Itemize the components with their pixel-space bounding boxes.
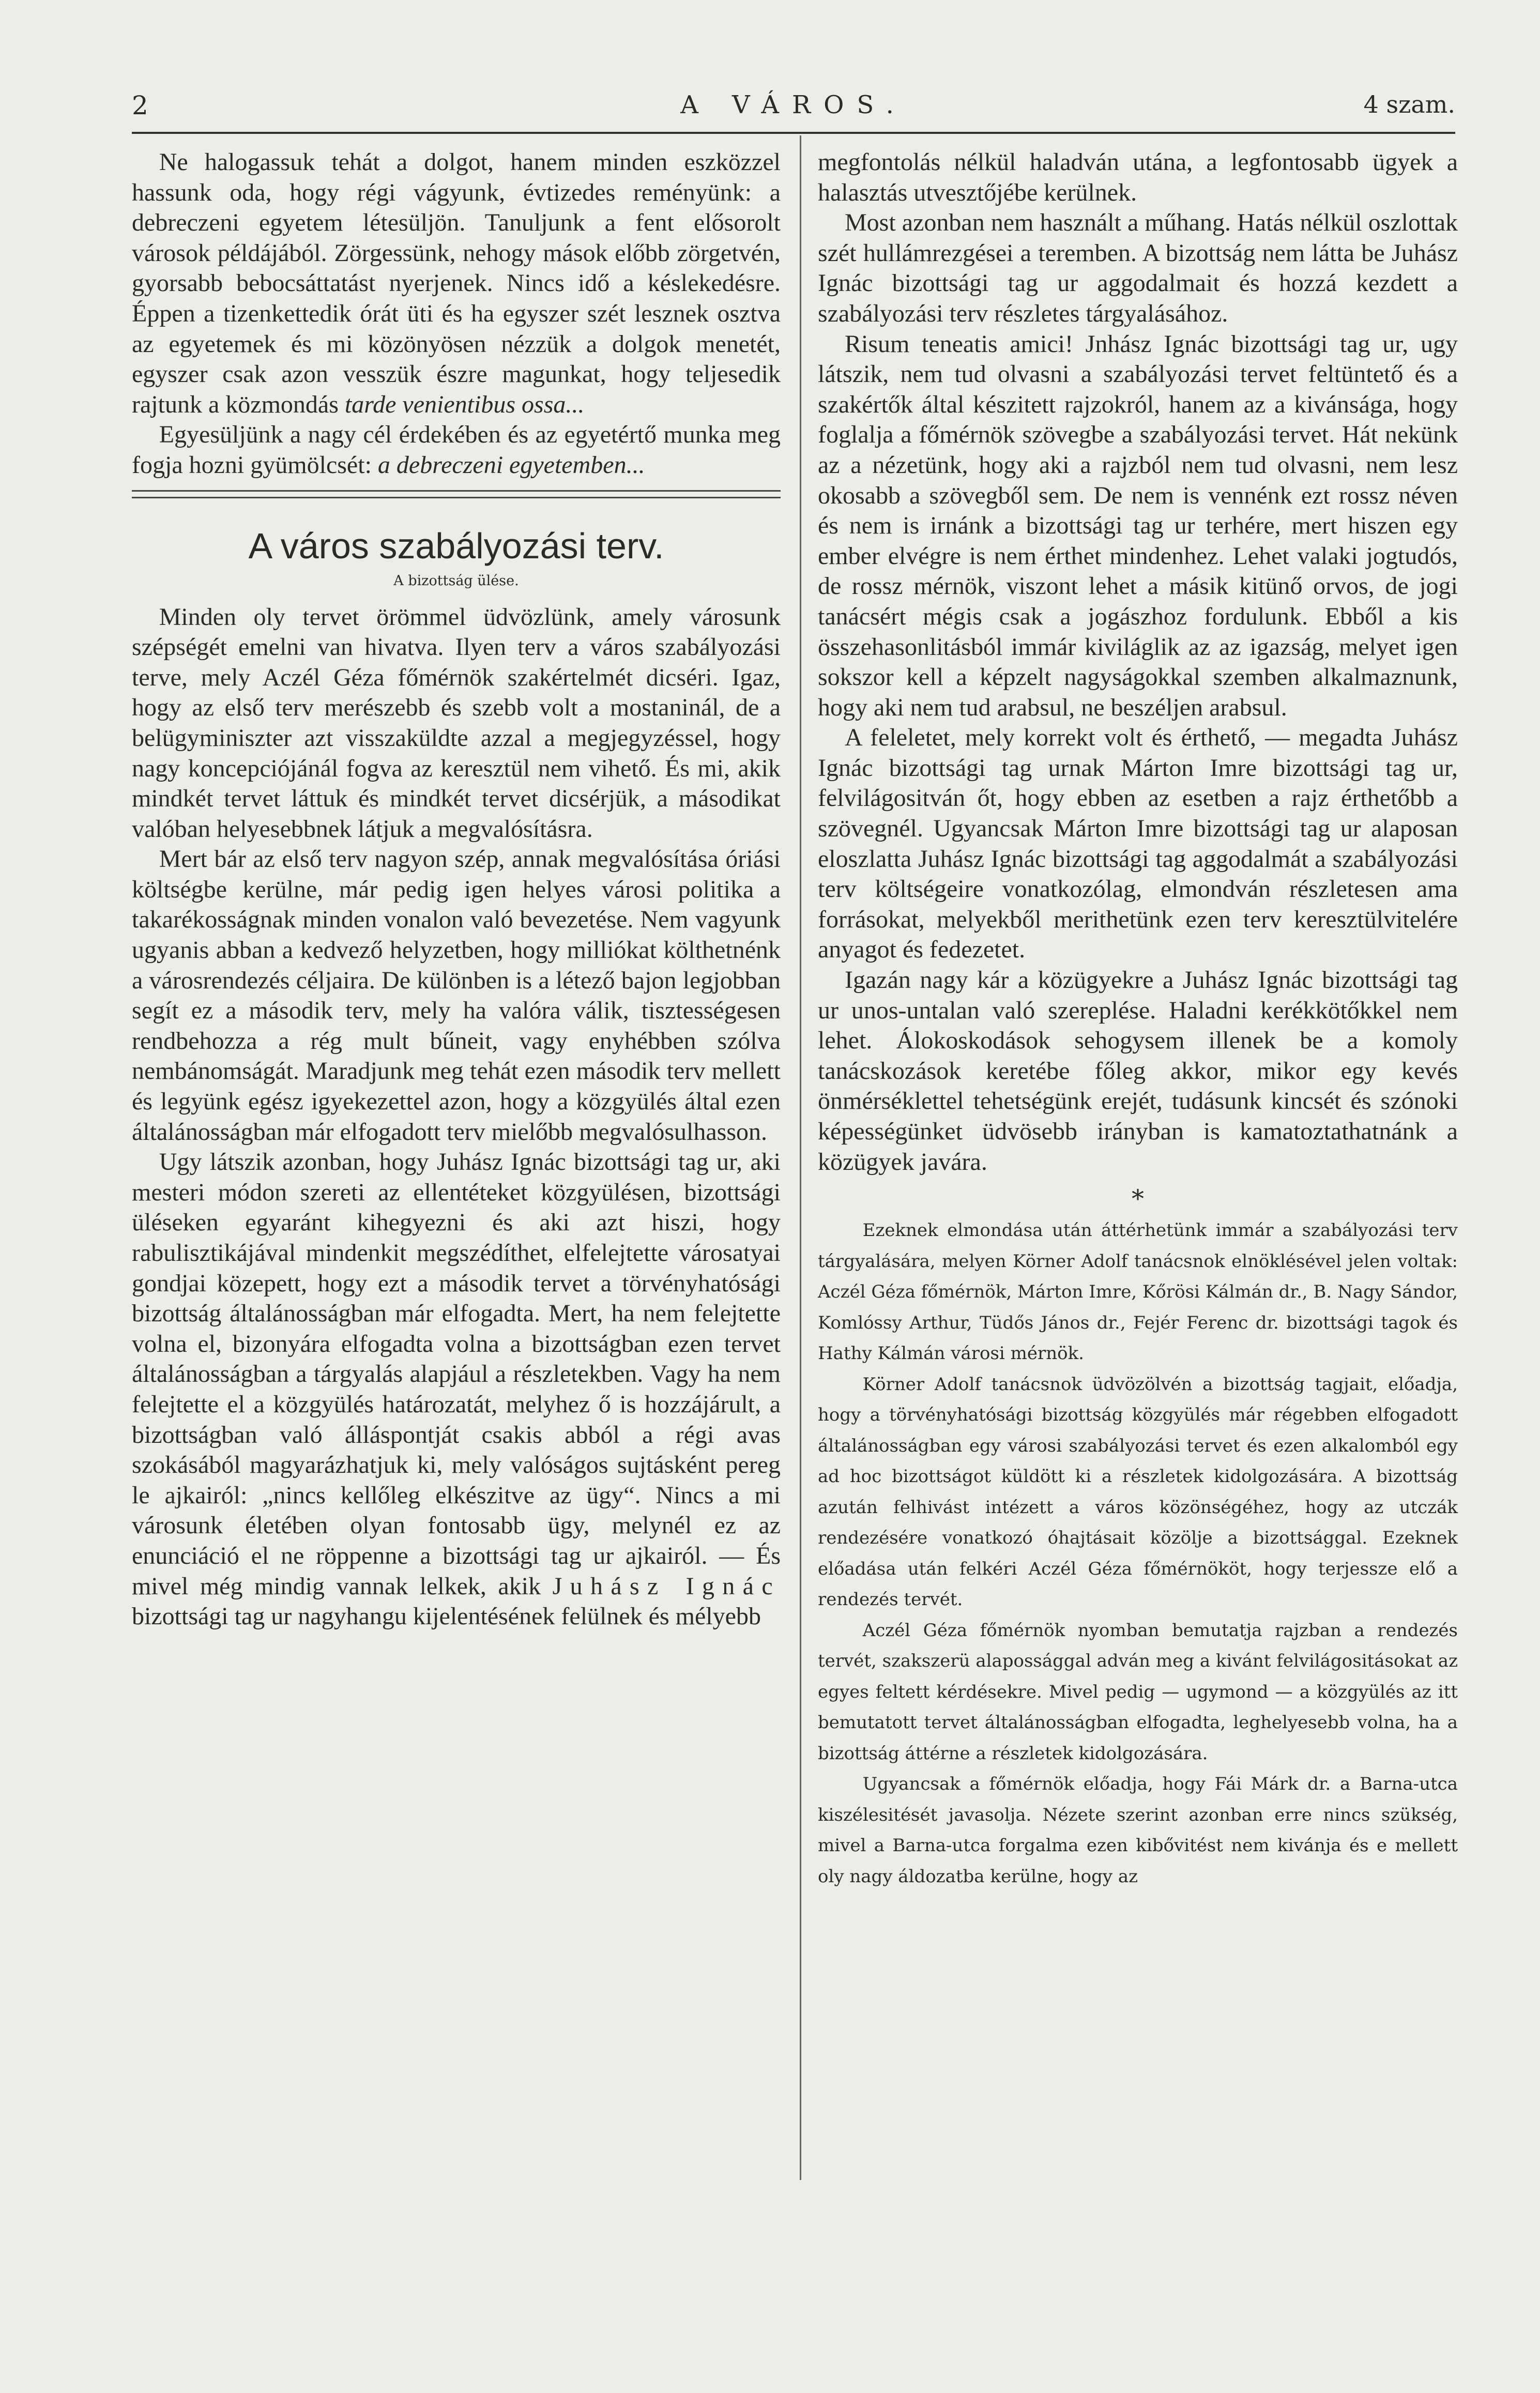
unite-paragraph — [132, 420, 781, 480]
right-body — [818, 147, 1458, 1177]
latin-phrase: tarde venientibus ossa... — [344, 390, 585, 418]
intro-paragraph — [132, 147, 781, 420]
article-paragraph: A feleletet, mely korrekt volt és érthető, — megadta Juhász Ignác bizottsági tag urnak Márton Imre bizottsági tag ur, felvilágositván őt, hogy ebben az esetben a rajz érthetőbb a szövegnél. Ugyancsak Márton Imre bizottsági tag ur alaposan eloszlatta Juhász Ignác bizottsági tag aggodalmát a szabályozási terv költségeire vonatkozólag, elmondván részletesen ama forrásokat, melyekből merithetünk ezen terv keresztülvitelére anyagot és fedezetet. — [818, 724, 1458, 964]
article-paragraph: Igazán nagy kár a közügyekre a Juhász Ignác bizottsági tag ur unos-untalan való szereplése. Haladni kerékkötőkkel nem lehet. Álokoskodások sehogysem illenek be a komoly tanácskozások keretébe főleg akkor, mikor egy kevés önmérséklettel tehetségünk erejét, tudásunk kincsét és szónoki képességünket üdvösebb irányban is kamatoztathatnánk a közügyek javára. — [818, 966, 1458, 1176]
report-paragraph: Körner Adolf tanácsnok üdvözölvén a bizottság tagjait, előadja, hogy a törvényhatósági bizottság közgyülés már régebben elfogadott általánosságban egy városi szabályozási tervet és ezen alkalomból egy ad hoc bizottságot küldött ki a részletek kidolgozására. A bizottság azután felhivást intézett a város közönségéhez, hogy az utczák rendezésére vonatkozó óhajtásait közölje a bizottsággal. Ezeknek előadása után felkéri Aczél Géza főmérnököt, hogy terjessze elő a rendezés tervét. — [818, 1374, 1458, 1610]
intro-text: Ne halogassuk tehát a dolgot, hanem minden eszközzel hassunk oda, hogy régi vágyunk, évtizedes reményünk: a debreczeni egyetem létesüljön. Tanuljunk a fent elősorolt városok példájából. Zörgessünk, nehogy mások előbb zörgetvén, gyorsabb bebocsáttatást nyerjenek. Nincs idő a késlekedésre. Éppen a tizenkettedik órát üti és ha egyszer szét lesznek osztva az egyetemek és mi közönyösen nézzük a dolgok menetét, egyszer csak azon vesszük észre magunkat, hogy teljesedik rajtunk a közmondás — [132, 148, 781, 418]
article-paragraph: Risum teneatis amici! Jnhász Ignác bizottsági tag ur, ugy látszik, nem tud olvasni a szabályozási tervet feltüntető és a szakértők által készitett rajzokról, hanem az a kivánsága, hogy foglalja a főmérnök szövegbe a szabályozási tervet. Hát nekünk az a nézetünk, hogy aki a rajzból nem tud olvasni, nem lesz okosabb a szövegből sem. De nem is vennénk ezt rossz néven és nem is irnánk a bizottsági tag ur terhére, mert hiszen egy ember elvégre is nem érthet mindenhez. Lehet valaki jogtudós, de rossz mérnök, viszont lehet a másik kitünő orvos, de jogi tanácsért mégis csak a jogászhoz fordulunk. Ebből a kis összehasonlitásból immár kiviláglik az az igazság, melyet igen sokszor kell a képzelt nagyságokkal szemben alkalmaznunk, hogy aki nem tud arabsul, ne beszéljen arabsul. — [818, 330, 1458, 721]
column-divider — [800, 135, 801, 2180]
spaced-name: Juhász Ignác — [552, 1572, 781, 1600]
article-byline: A bizottság ülése. — [393, 572, 519, 589]
paragraph-text: bizottsági tag ur nagyhangu kijelentésének felülnek és mélyebb — [132, 1603, 761, 1630]
unite-text: Egyesüljünk a nagy cél érdekében és az egyetértő munka meg fogja hozni gyümölcsét: — [132, 421, 781, 479]
meeting-report — [818, 1215, 1458, 1892]
unite-italic: a debreczeni egyetemben... — [377, 451, 645, 479]
article-title: A város szabályozási terv. — [248, 525, 664, 566]
left-column — [132, 147, 781, 1632]
issue-number: 4 szam. — [1363, 90, 1455, 118]
page-header — [132, 90, 1455, 132]
report-paragraph: Ezeknek elmondása után áttérhetünk immár a szabályozási terv tárgyalására, melyen Körner Adolf tanácsnok elnöklésével jelen voltak: Aczél Géza főmérnök, Márton Imre, Kőrösi Kálmán dr., B. Nagy Sándor, Komlóssy Arthur, Tüdős János dr., Fejér Ferenc dr. bizottsági tagok és Hathy Kálmán városi mérnök. — [818, 1220, 1458, 1364]
right-column — [818, 147, 1458, 1892]
article-paragraph: Minden oly tervet örömmel üdvözlünk, amely városunk szépségét emelni van hivatva. Ilyen terv a város szabályozási terve, mely Aczél Géza főmérnök szakértelmét dicséri. Igaz, hogy az első terv merészebb és szebb volt a mostaninál, de a belügyminiszter azt visszaküldte azzal a megjegyzéssel, hogy nagy koncepciójánál fogva az keresztül nem vihető. És mi, akik mindkét tervet láttuk és mindkét tervet dicsérjük, a másodikat valóban helyesebbnek látjuk a megvalósításra. — [132, 603, 781, 843]
newspaper-title: A VÁROS. — [680, 90, 907, 119]
article-paragraph: megfontolás nélkül haladván utána, a legfontosabb ügyek a halasztás utvesztőjébe kerülnek. — [818, 148, 1458, 206]
section-double-rule — [132, 490, 781, 498]
header-rule — [132, 132, 1455, 134]
article-paragraph — [132, 1147, 781, 1632]
paragraph-text: Ugy látszik azonban, hogy Juhász Ignác bizottsági tag ur, aki mesteri módon szereti az ellentéteket közgyülésen, bizottsági üléseken egyaránt kihegyezni és aki azt hiszi, hogy rabulisztikájával mindenkit megszédíthet, elfelejtette városatyai gondjai közepett, hogy ezt a második tervet a törvényhatósági bizottság általánosságban már elfogadta. Mert, ha nem felejtette volna el, bizonyára elfogadta volna a bizottságban ezen tervet általánosságban a tárgyalás alapjául a részletekben. Vagy ha nem felejtette el a közgyülés határozatát, melyhez ő is hozzájárult, a bizottságban való álláspontját csakis abból a régi avas szokásából magyarázhatjuk ki, mely valóságos sujtásként pereg le ajkairól: „nincs kellőleg elkészitve az ügy“. Nincs a mi városunk életében olyan fontosabb ügy, melynél ez az enunciáció el ne röppenne a bizottsági tag ur ajkairól. — És mivel még mindig vannak lelkek, akik — [132, 1148, 781, 1600]
article-paragraph: Most azonban nem használt a műhang. Hatás nélkül oszlottak szét hullámrezgései a teremben. A bizottság nem látta be Juhász Ignác bizottsági tag ur aggodalmait és hozzá kezdett a szabályozási terv részletes tárgyalásához. — [818, 209, 1458, 327]
page-number: 2 — [132, 90, 148, 120]
section-separator: * — [1132, 1184, 1144, 1214]
report-paragraph: Ugyancsak a főmérnök előadja, hogy Fái Márk dr. a Barna-utca kiszélesitését javasolja. Nézete szerint azonban erre nincs szükség, mivel a Barna-utca forgalma ezen kibővitést nem kivánja és e mellett oly nagy áldozatba kerülne, hogy az — [818, 1774, 1458, 1887]
article-paragraph: Mert bár az első terv nagyon szép, annak megvalósítása óriási költségbe kerülne, már pedig igen helyes városi politika a takarékosságnak minden vonalon való bevezetése. Nem vagyunk ugyanis abban a kedvező helyzetben, hogy milliókat költhetnénk a városrendezés céljaira. De különben is a létező bajon legjobban segít ez a második terv, mely ha valóra válik, tisztességesen rendbehozza a rég mult bűneit, vagy enyhébben szólva nembánomságát. Maradjunk meg tehát ezen második terv mellett és legyünk egész igyekezettel azon, hogy a közgyülés által ezen általánosságban már elfogadott terv mielőbb megvalósulhasson. — [132, 845, 781, 1146]
report-paragraph: Aczél Géza főmérnök nyomban bemutatja rajzban a rendezés tervét, szakszerü alapossággal adván meg a kivánt felvilágositásokat az egyes feltett kérdésekre. Mivel pedig — ugymond — a közgyülés az itt bemutatott tervet általánosságban elfogadta, leghelyesebb volna, ha a bizottság áttérne a részletek kidolgozására. — [818, 1620, 1458, 1764]
